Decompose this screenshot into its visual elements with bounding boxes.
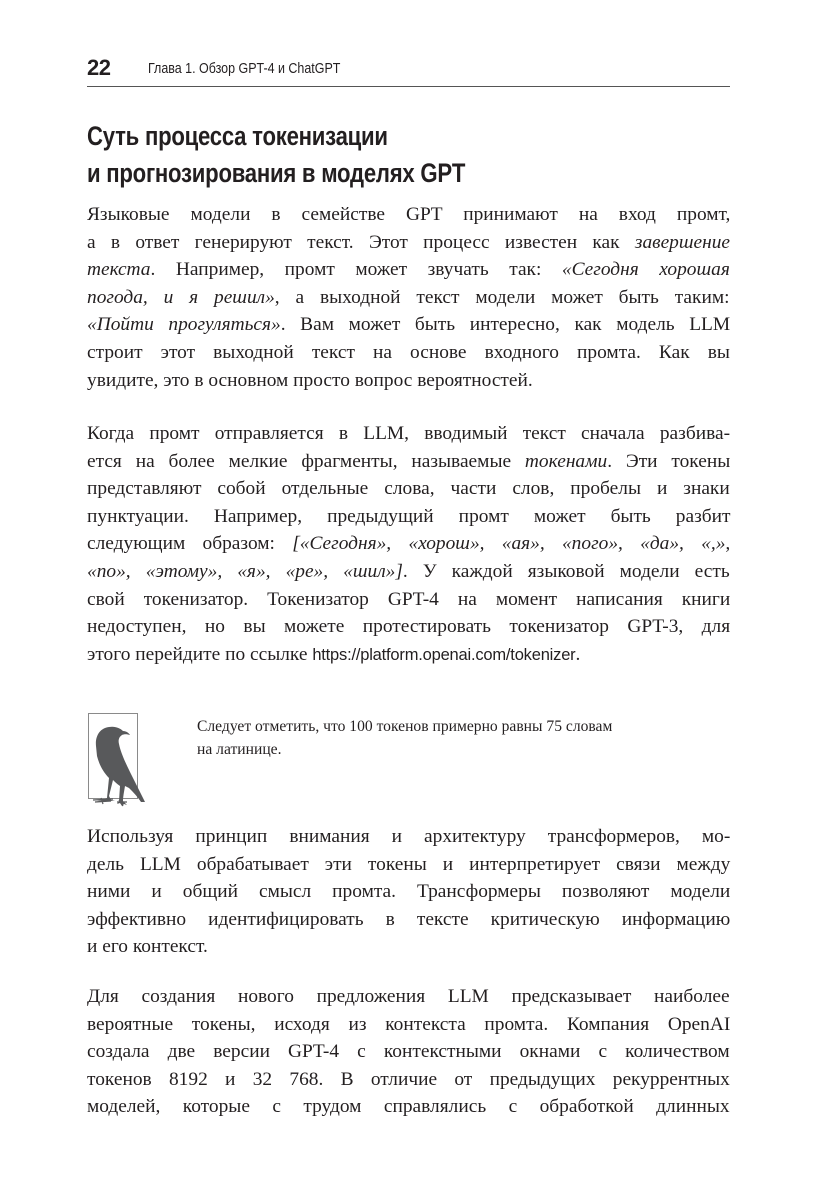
text-line: Языковые модели в семействе GPT принимают на вход промт, bbox=[87, 204, 731, 225]
text-line: токенов 8192 и 32 768. В отличие от предыдущих рекуррентных bbox=[87, 1068, 730, 1090]
emphasis-term: токенами bbox=[524, 450, 608, 472]
text-span: а в ответ генерируют текст. Этот процесс известен как bbox=[87, 231, 635, 253]
emphasis-term: завершение bbox=[634, 231, 731, 253]
text-line: вероятные токены, исходя из контекста промта. Компания OpenAI bbox=[87, 1013, 731, 1035]
token-list: [«Сегодня», «хорош», «ая», «пого», «да», «,», bbox=[292, 533, 731, 555]
text-line bbox=[87, 284, 730, 312]
note-text bbox=[197, 716, 730, 761]
note-callout bbox=[87, 708, 730, 803]
text-line: эффективно идентифицировать в тексте критическую информацию bbox=[87, 908, 731, 930]
paragraph-prediction bbox=[87, 983, 730, 1121]
text-span: ется на более мелкие фрагменты, называемые bbox=[87, 450, 525, 472]
emphasis-term: текста bbox=[87, 259, 151, 281]
text-line bbox=[87, 641, 730, 670]
text-line: Когда промт отправляется в LLM, вводимый текст сначала разбива- bbox=[87, 423, 731, 444]
text-span: . У каждой языковой модели есть bbox=[402, 560, 730, 582]
text-line: Для создания нового предложения LLM предсказывает наиболее bbox=[87, 986, 730, 1007]
text-span: , а выходной текст модели может быть таким: bbox=[274, 286, 730, 308]
note-line: на латинице. bbox=[197, 740, 282, 758]
text-line: моделей, которые с трудом справлялись с обработкой длинных bbox=[87, 1096, 730, 1118]
page-number: 22 bbox=[87, 55, 111, 80]
emphasis-quote: «Пойти прогуляться» bbox=[87, 314, 281, 336]
text-line: дель LLM обрабатывает эти токены и интерпретирует связи между bbox=[87, 853, 731, 875]
running-head: Глава 1. Обзор GPT-4 и ChatGPT bbox=[148, 61, 341, 77]
token-list: «по», «этому», «я», «ре», «шил»] bbox=[87, 560, 403, 582]
text-span: этого перейдите по ссылке bbox=[87, 643, 313, 665]
text-line: Используя принцип внимания и архитектуру трансформеров, мо- bbox=[87, 826, 731, 847]
text-line: пунктуации. Например, предыдущий промт может быть разбит bbox=[87, 505, 731, 527]
paragraph-intro bbox=[87, 201, 730, 394]
text-span: . Например, промт может звучать так: bbox=[150, 259, 562, 281]
text-span: следующим образом: bbox=[87, 533, 293, 555]
text-line bbox=[87, 311, 730, 339]
text-line: увидите, это в основном просто вопрос вероятностей. bbox=[87, 369, 533, 391]
text-line: ними и общий смысл промта. Трансформеры позволяют модели bbox=[87, 881, 731, 903]
text-line bbox=[87, 530, 730, 558]
note-line: Следует отметить, что 100 токенов примерно равны 75 словам bbox=[197, 718, 613, 735]
text-line: недоступен, но вы можете протестировать токенизатор GPT-3, для bbox=[87, 616, 731, 638]
text-line: строит этот выходной текст на основе входного промта. Как вы bbox=[87, 341, 730, 363]
text-line: и его контекст. bbox=[87, 936, 208, 958]
text-span: . Эти токены bbox=[607, 450, 731, 472]
paragraph-attention bbox=[87, 823, 730, 961]
text-line bbox=[87, 448, 730, 476]
text-span: . Вам может быть интересно, как модель LLM bbox=[280, 314, 731, 336]
section-title bbox=[87, 118, 628, 192]
text-line: создала две версии GPT-4 с контекстными окнами с количеством bbox=[87, 1041, 730, 1063]
emphasis-quote: погода, и я решил» bbox=[87, 286, 275, 308]
crow-icon bbox=[89, 722, 149, 808]
paragraph-tokenization bbox=[87, 420, 730, 669]
emphasis-quote: «Сегодня хорошая bbox=[561, 259, 730, 281]
text-line bbox=[87, 229, 730, 257]
section-title-line: Суть процесса токенизации bbox=[87, 121, 388, 151]
text-line bbox=[87, 256, 730, 284]
text-span: . bbox=[575, 643, 581, 665]
text-line: представляют собой отдельные слова, части слов, пробелы и знаки bbox=[87, 478, 730, 500]
text-line bbox=[87, 558, 730, 586]
page-header bbox=[87, 56, 730, 87]
section-title-line: и прогнозирования в моделях GPT bbox=[87, 158, 466, 188]
text-line: свой токенизатор. Токенизатор GPT-4 на момент написания книги bbox=[87, 588, 731, 610]
tokenizer-link[interactable]: https://platform.openai.com/tokenizer bbox=[312, 645, 576, 664]
